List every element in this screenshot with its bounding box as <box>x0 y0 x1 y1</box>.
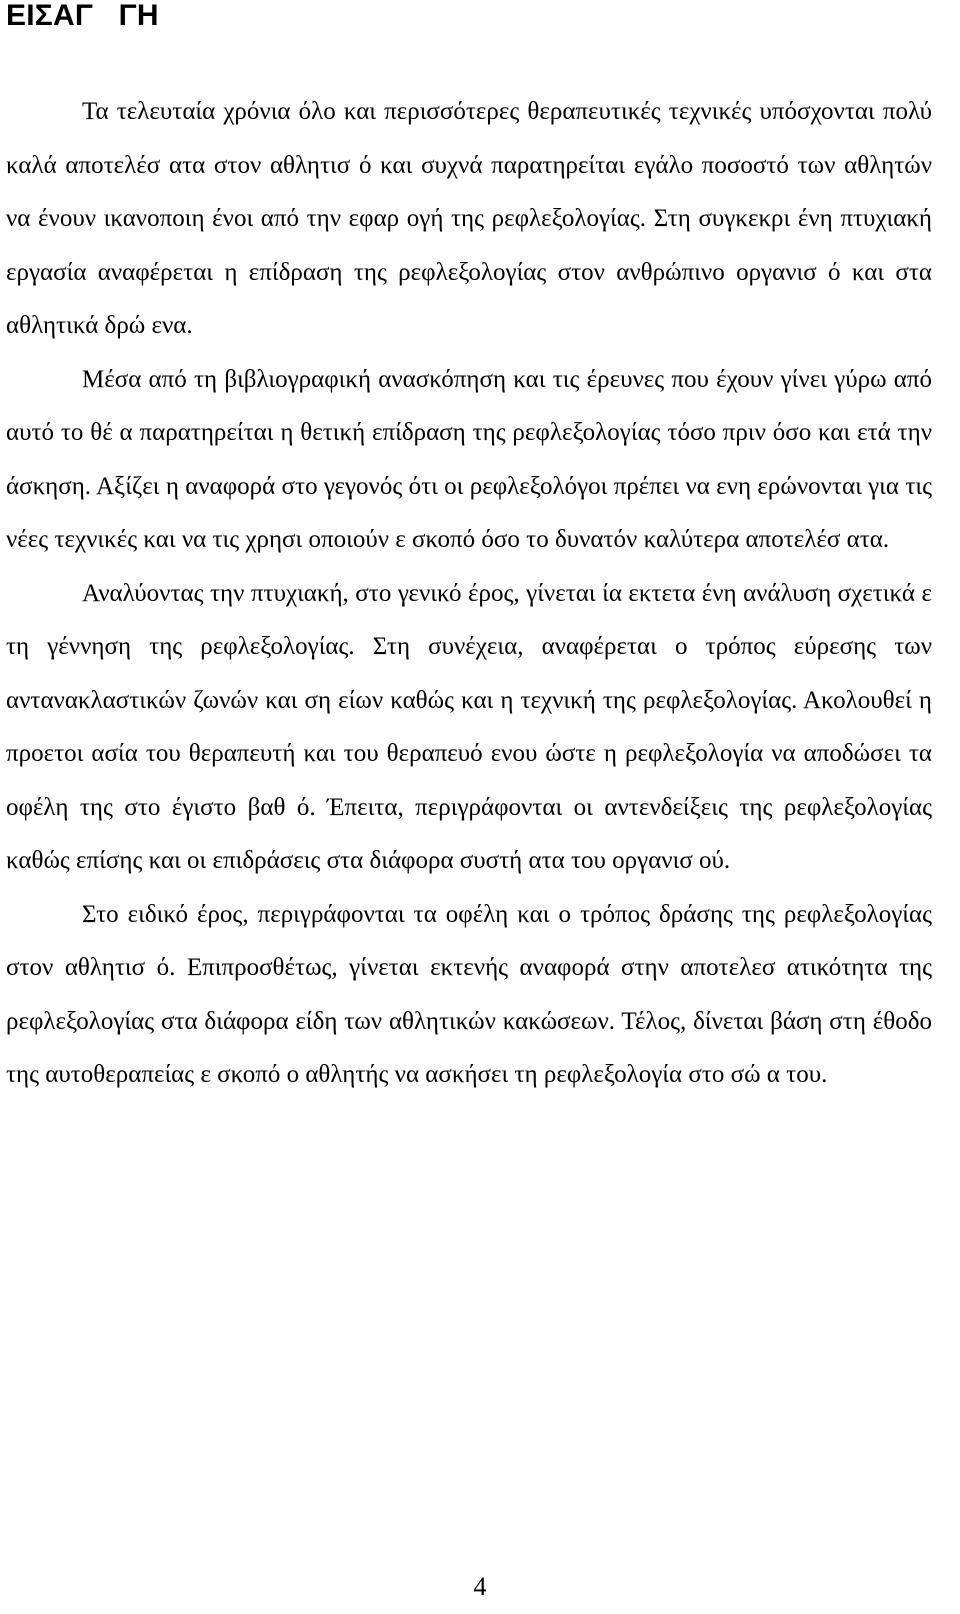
paragraph-literature-review: Μέσα από τη βιβλιογραφική ανασκόπηση και τις έρευνες που έχουν γίνει γύρω από αυτό το θέ α παρατηρείται η θετική επίδραση της ρεφλεξολογίας τόσο πριν όσο και ετά την άσκηση. Αξίζει η αναφορά στο γεγονός ότι οι ρεφλεξολόγοι πρέπει να ενη ερώνονται για τις νέες τεχνικές και να τις χρησι οποιούν ε σκοπό όσο το δυνατόν καλύτερα αποτελέσ ατα. <box>6 365 932 553</box>
section-heading: ΕΙΣΑΓ ΓΗ <box>6 0 159 32</box>
paragraph-general-part: Αναλύοντας την πτυχιακή, στο γενικό έρος, γίνεται ία εκτετα ένη ανάλυση σχετικά ε τη γέννηση της ρεφλεξολογίας. Στη συνέχεια, αναφέρεται ο τρόπος εύρεσης των αντανακλαστικών ζωνών και ση είων καθώς και η τεχνική της ρεφλεξολογίας. Ακολουθεί η προετοι ασία του θεραπευτή και του θεραπευό ενου ώστε η ρεφλεξολογία να αποδώσει τα οφέλη της στο έγιστο βαθ ό. Έπειτα, περιγράφονται οι αντενδείξεις της ρεφλεξολογίας καθώς επίσης και οι επιδράσεις στα διάφορα συστή ατα του οργανισ ού. <box>6 579 932 874</box>
body-text <box>6 85 932 1102</box>
page-number: 4 <box>473 1572 487 1601</box>
paragraph-intro: Τα τελευταία χρόνια όλο και περισσότερες θεραπευτικές τεχνικές υπόσχονται πολύ καλά αποτελέσ ατα στον αθλητισ ό και συχνά παρατηρείται εγάλο ποσοστό των αθλητών να ένουν ικανοποιη ένοι από την εφαρ ογή της ρεφλεξολογίας. Στη συγκεκρι ένη πτυχιακή εργασία αναφέρεται η επίδραση της ρεφλεξολογίας στον ανθρώπινο οργανισ ό και στα αθλητικά δρώ ενα. <box>6 98 932 339</box>
paragraph-special-part: Στο ειδικό έρος, περιγράφονται τα οφέλη και ο τρόπος δράσης της ρεφλεξολογίας στον αθλητισ ό. Επιπροσθέτως, γίνεται εκτενής αναφορά στην αποτελεσ ατικότητα της ρεφλεξολογίας στα διάφορα είδη των αθλητικών κακώσεων. Τέλος, δίνεται βάση στη έθοδο της αυτοθεραπείας ε σκοπό ο αθλητής να ασκήσει τη ρεφλεξολογία στο σώ α του. <box>6 900 932 1088</box>
